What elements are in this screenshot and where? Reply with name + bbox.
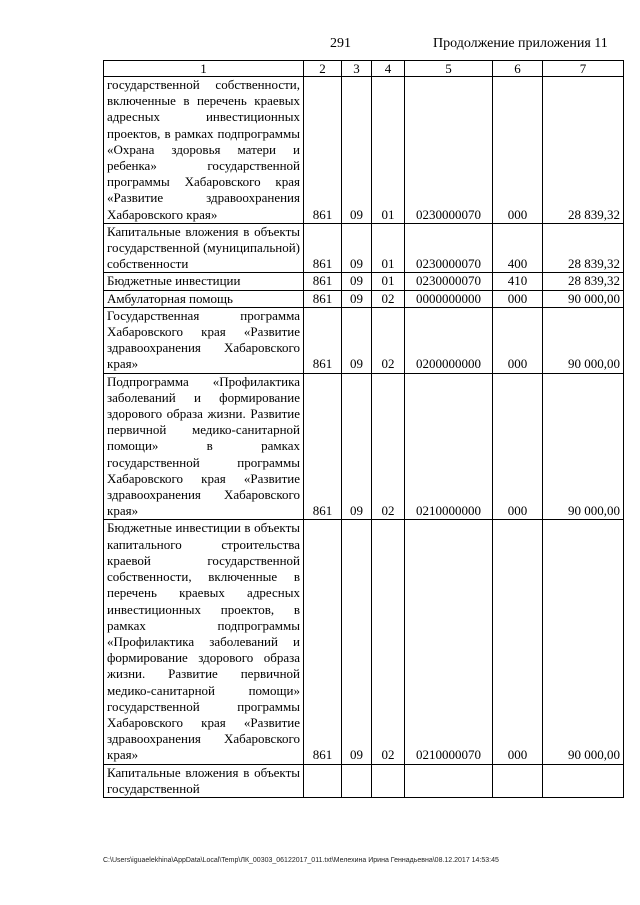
dept-code-cell: 861 <box>304 223 342 273</box>
column-number: 5 <box>405 61 493 77</box>
target-item-code-cell: 0210000000 <box>405 373 493 520</box>
row-name-cell: Капитальные вложения в объекты государственной <box>104 764 304 797</box>
table-row <box>104 273 624 290</box>
subsection-code-cell: 02 <box>372 290 405 307</box>
dept-code-cell: 861 <box>304 373 342 520</box>
expense-type-code-cell: 000 <box>493 520 543 764</box>
table-row <box>104 307 624 373</box>
section-code-cell <box>342 764 372 797</box>
target-item-code-cell: 0000000000 <box>405 290 493 307</box>
amount-cell: 90 000,00 <box>543 307 624 373</box>
expense-type-code-cell: 000 <box>493 290 543 307</box>
subsection-code-cell: 01 <box>372 223 405 273</box>
row-name-cell: государственной собственности, включенные в перечень краевых адресных инвестиционных проектов, в рамках подпрограммы «Охрана здоровья матери и ребенка» государственной программы Хабаровского края «Развитие здравоохранения Хабаровского края» <box>104 77 304 224</box>
amount-cell: 90 000,00 <box>543 373 624 520</box>
section-code-cell: 09 <box>342 77 372 224</box>
section-code-cell: 09 <box>342 273 372 290</box>
column-number: 1 <box>104 61 304 77</box>
column-number: 7 <box>543 61 624 77</box>
column-number: 3 <box>342 61 372 77</box>
table-row <box>104 77 624 224</box>
column-number: 6 <box>493 61 543 77</box>
section-code-cell: 09 <box>342 307 372 373</box>
amount-cell: 90 000,00 <box>543 520 624 764</box>
amount-cell <box>543 764 624 797</box>
expense-type-code-cell: 000 <box>493 77 543 224</box>
amount-cell: 90 000,00 <box>543 290 624 307</box>
row-name-cell: Государственная программа Хабаровского края «Развитие здравоохранения Хабаровского края» <box>104 307 304 373</box>
target-item-code-cell: 0200000000 <box>405 307 493 373</box>
section-code-cell: 09 <box>342 520 372 764</box>
footer-file-path: C:\Users\iguaelekhina\AppData\Local\Temp\ЛК_00303_06122017_011.txt\Мелехина Ирина Геннадьевна\08.12.2017 14:53:45 <box>103 857 499 864</box>
row-name-cell: Капитальные вложения в объекты государственной (муниципальной) собственности <box>104 223 304 273</box>
expense-type-code-cell: 400 <box>493 223 543 273</box>
subsection-code-cell: 01 <box>372 273 405 290</box>
target-item-code-cell: 0230000070 <box>405 77 493 224</box>
expense-type-code-cell <box>493 764 543 797</box>
subsection-code-cell <box>372 764 405 797</box>
page-caption: Продолжение приложения 11 <box>433 36 608 51</box>
dept-code-cell: 861 <box>304 290 342 307</box>
expense-type-code-cell: 000 <box>493 373 543 520</box>
amount-cell: 28 839,32 <box>543 273 624 290</box>
page-number: 291 <box>330 36 351 51</box>
column-number: 4 <box>372 61 405 77</box>
row-name-cell: Бюджетные инвестиции <box>104 273 304 290</box>
column-number: 2 <box>304 61 342 77</box>
dept-code-cell: 861 <box>304 77 342 224</box>
expense-type-code-cell: 410 <box>493 273 543 290</box>
target-item-code-cell <box>405 764 493 797</box>
subsection-code-cell: 02 <box>372 307 405 373</box>
subsection-code-cell: 02 <box>372 373 405 520</box>
row-name-cell: Амбулаторная помощь <box>104 290 304 307</box>
target-item-code-cell: 0230000070 <box>405 223 493 273</box>
table-row <box>104 373 624 520</box>
section-code-cell: 09 <box>342 373 372 520</box>
dept-code-cell: 861 <box>304 520 342 764</box>
section-code-cell: 09 <box>342 223 372 273</box>
subsection-code-cell: 02 <box>372 520 405 764</box>
expense-type-code-cell: 000 <box>493 307 543 373</box>
target-item-code-cell: 0230000070 <box>405 273 493 290</box>
row-name-cell: Подпрограмма «Профилактика заболеваний и формирование здорового образа жизни. Развитие первичной медико-санитарной помощи» в рамках государственной программы Хабаровского края «Развитие здравоохранения Хабаровского края» <box>104 373 304 520</box>
table-row <box>104 764 624 797</box>
section-code-cell: 09 <box>342 290 372 307</box>
amount-cell: 28 839,32 <box>543 77 624 224</box>
dept-code-cell: 861 <box>304 273 342 290</box>
table-row <box>104 290 624 307</box>
column-number-row <box>104 61 624 77</box>
dept-code-cell: 861 <box>304 307 342 373</box>
amount-cell: 28 839,32 <box>543 223 624 273</box>
table-row <box>104 223 624 273</box>
subsection-code-cell: 01 <box>372 77 405 224</box>
row-name-cell: Бюджетные инвестиции в объекты капитального строительства краевой государственной собственности, включенные в перечень краевых адресных инвестиционных проектов, в рамках подпрограммы «Профилактика заболеваний и формирование здорового образа жизни. Развитие первичной медико-санитарной помощи» государственной программы Хабаровского края «Развитие здравоохранения Хабаровского края» <box>104 520 304 764</box>
target-item-code-cell: 0210000070 <box>405 520 493 764</box>
budget-table <box>103 60 624 798</box>
dept-code-cell <box>304 764 342 797</box>
table-row <box>104 520 624 764</box>
